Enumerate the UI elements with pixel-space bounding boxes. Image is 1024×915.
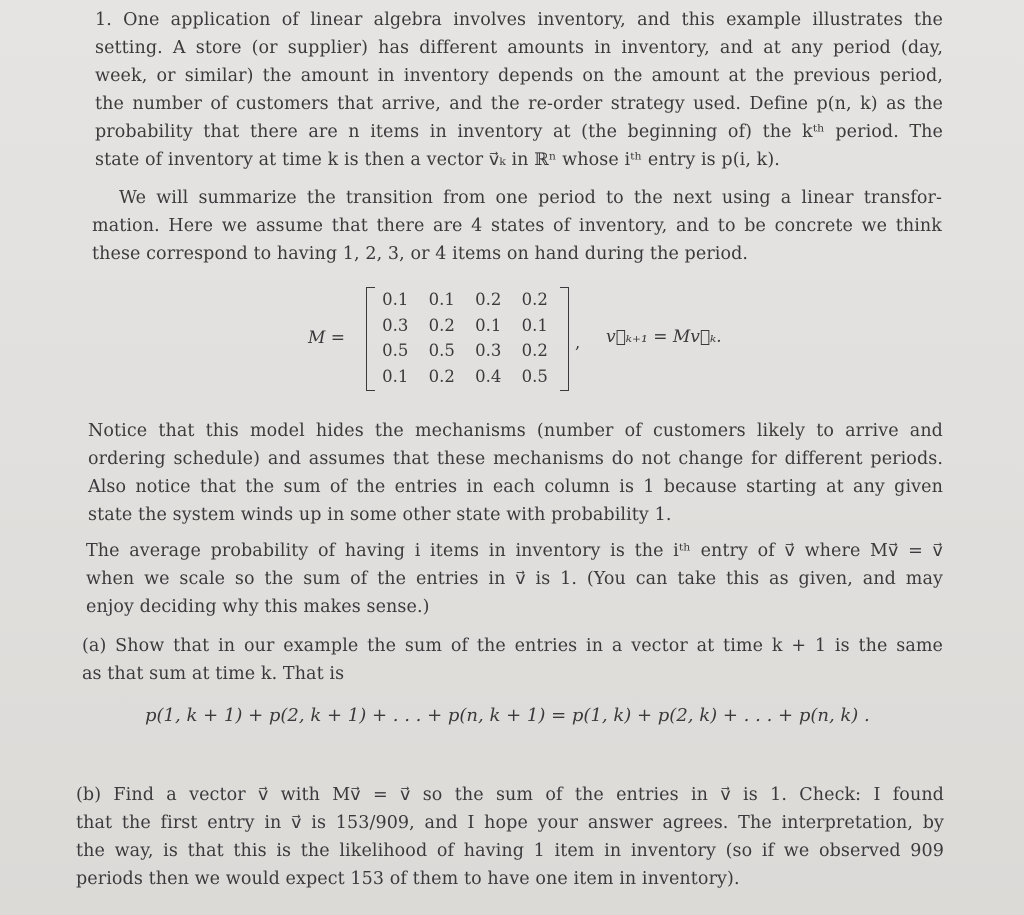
text-line: as that sum at time k. That is (82, 664, 345, 684)
matrix-cell: 0.1 (475, 315, 502, 335)
text-line: Notice that this model hides the mechanisms (number of customers likely to arrive and (88, 421, 943, 441)
paragraph-transition (92, 184, 942, 268)
matrix-cell: 0.5 (382, 341, 409, 361)
matrix-cell: 0.2 (521, 290, 548, 310)
text-line: that the first entry in v⃗ is 153/909, and I hope your answer agrees. The interpretation, by (76, 813, 944, 833)
transition-matrix-equation (300, 285, 760, 395)
text-line: probability that there are n items in inventory at (the beginning of) the kᵗʰ period. The (95, 122, 943, 142)
text-line: the number of customers that arrive, and the re-order strategy used. Define p(n, k) as the (95, 94, 943, 114)
text-line: state the system winds up in some other state with probability 1. (88, 505, 672, 525)
matrix-cell: 0.5 (428, 341, 455, 361)
matrix-cell: 0.2 (475, 290, 502, 310)
paragraph-notice (88, 417, 943, 529)
matrix-grid (372, 287, 558, 389)
part-a-equation: p(1, k + 1) + p(2, k + 1) + . . . + p(n, k + 1) = p(1, k) + p(2, k) + . . . + p(n, k) . (145, 705, 870, 726)
text-line: ordering schedule) and assumes that these mechanisms do not change for different periods. (88, 449, 943, 469)
paragraph-average (86, 537, 943, 621)
matrix-label: M = (308, 328, 346, 348)
text-line: when we scale so the sum of the entries in v⃗ is 1. (You can take this as given, and may (86, 569, 943, 589)
matrix-cell: 0.2 (428, 315, 455, 335)
text-line: Also notice that the sum of the entries in each column is 1 because starting at any given (88, 477, 943, 497)
matrix-cell: 0.1 (382, 366, 409, 386)
text-line: 1. One application of linear algebra involves inventory, and this example illustrates the (95, 10, 943, 30)
matrix-cell: 0.2 (428, 366, 455, 386)
text-line: week, or similar) the amount in inventory depends on the amount at the previous period, (95, 66, 943, 86)
text-line: setting. A store (or supplier) has different amounts in inventory, and at any period (day, (95, 38, 943, 58)
matrix-cell: 0.5 (521, 366, 548, 386)
matrix-cell: 0.1 (428, 290, 455, 310)
text-line: (b) Find a vector v⃗ with Mv⃗ = v⃗ so the sum of the entries in v⃗ is 1. Check: I found (76, 785, 944, 805)
recurrence-equation: v⃗ₖ₊₁ = Mv⃗ₖ. (606, 327, 722, 347)
part-a-text (82, 632, 943, 688)
text-line: enjoy deciding why this makes sense.) (86, 597, 430, 617)
text-line: mation. Here we assume that there are 4 states of inventory, and to be concrete we think (92, 216, 942, 236)
matrix-cell: 0.3 (382, 315, 409, 335)
part-b-text (76, 781, 944, 893)
text-line: these correspond to having 1, 2, 3, or 4 items on hand during the period. (92, 244, 749, 264)
text-line: state of inventory at time k is then a vector v⃗ₖ in ℝⁿ whose iᵗʰ entry is p(i, k). (95, 150, 780, 170)
text-line: periods then we would expect 153 of them to have one item in inventory). (76, 869, 740, 889)
matrix-cell: 0.3 (475, 341, 502, 361)
right-bracket (560, 287, 569, 391)
matrix-cell: 0.1 (521, 315, 548, 335)
text-line: We will summarize the transition from one period to the next using a linear transfor- (119, 188, 942, 208)
text-line: the way, is that this is the likelihood of having 1 item in inventory (so if we observed 909 (76, 841, 944, 861)
matrix-cell: 0.1 (382, 290, 409, 310)
text-line: The average probability of having i items in inventory is the iᵗʰ entry of v⃗ where Mv⃗ = v⃗ (86, 541, 943, 561)
matrix-separator: , (575, 333, 581, 352)
paragraph-intro (95, 6, 943, 174)
text-line: (a) Show that in our example the sum of the entries in a vector at time k + 1 is the same (82, 636, 943, 656)
matrix-cell: 0.4 (475, 366, 502, 386)
matrix-cell: 0.2 (521, 341, 548, 361)
